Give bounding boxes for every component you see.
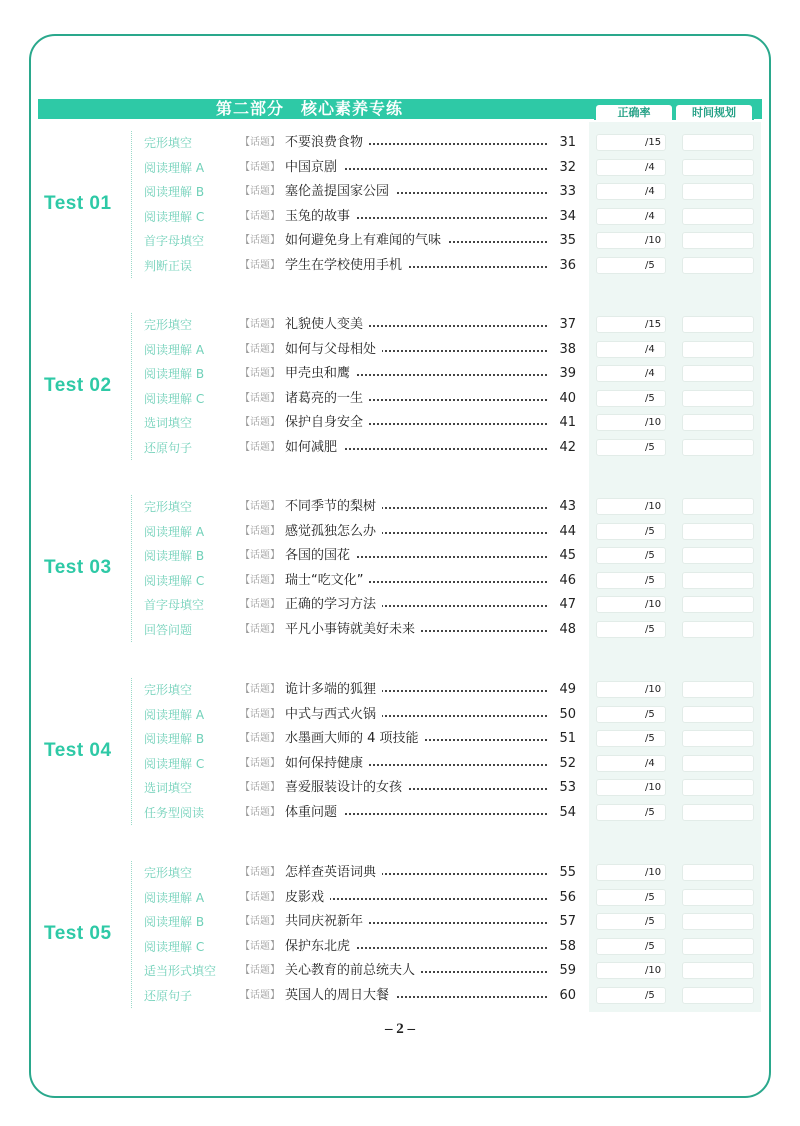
accuracy-total: /4	[645, 343, 655, 355]
accuracy-field[interactable]	[596, 341, 666, 358]
column-header-accuracy: 正确率	[594, 103, 674, 120]
accuracy-field[interactable]	[596, 755, 666, 772]
accuracy-field[interactable]	[596, 257, 666, 274]
topic-tag: 【话题】	[240, 867, 280, 878]
accuracy-total: /5	[645, 989, 655, 1001]
accuracy-total: /4	[645, 186, 655, 197]
accuracy-total: /5	[645, 550, 655, 561]
time-plan-field[interactable]	[682, 681, 754, 698]
accuracy-field[interactable]	[596, 913, 666, 930]
topic-title: 如何避免身上有难闻的气味	[285, 229, 447, 253]
accuracy-field[interactable]	[596, 498, 666, 515]
topic-tag: 【话题】	[240, 161, 280, 173]
topic-tag: 【话题】	[240, 684, 280, 695]
exercise-type: 阅读理解 B	[144, 367, 205, 381]
topic-tag: 【话题】	[240, 965, 280, 976]
contents-row[interactable]	[0, 593, 800, 617]
time-plan-field[interactable]	[682, 889, 754, 906]
accuracy-total: /4	[645, 161, 655, 173]
page-number-ref: 35	[552, 229, 576, 253]
page-number: – 2 –	[385, 1021, 415, 1037]
time-plan-field[interactable]	[682, 183, 754, 200]
accuracy-total: /15	[645, 319, 662, 330]
accuracy-field[interactable]	[596, 962, 666, 979]
accuracy-field[interactable]	[596, 414, 666, 431]
topic-title: 如何减肥	[285, 436, 343, 460]
contents-row[interactable]	[0, 495, 800, 519]
test-label: Test 02	[44, 374, 112, 396]
exercise-type: 阅读理解 C	[144, 391, 205, 406]
topic-title: 各国的国花	[285, 544, 356, 568]
accuracy-field[interactable]	[596, 938, 666, 955]
topic-title: 保护自身安全	[285, 411, 369, 435]
contents-row[interactable]	[0, 703, 800, 727]
topic-tag: 【话题】	[240, 137, 280, 148]
time-plan-field[interactable]	[682, 232, 754, 249]
topic-title: 喜爱服装设计的女孩	[285, 776, 408, 800]
page-number-ref: 56	[552, 886, 576, 910]
topic-tag: 【话题】	[240, 319, 280, 330]
accuracy-field[interactable]	[596, 159, 666, 176]
topic-title: 关心教育的前总统夫人	[285, 959, 421, 983]
page-number-ref: 54	[552, 801, 576, 825]
exercise-type: 任务型阅读	[144, 805, 205, 820]
page-number-ref: 32	[552, 156, 576, 180]
accuracy-total: /10	[645, 501, 662, 512]
topic-title: 不要浪费食物	[285, 131, 369, 155]
page-number-ref: 34	[552, 205, 576, 229]
accuracy-total: /10	[645, 782, 662, 793]
page-number-ref: 58	[552, 935, 576, 959]
topic-title: 中式与西式火锅	[285, 703, 382, 727]
page-number-ref: 52	[552, 752, 576, 776]
contents-row[interactable]	[0, 205, 800, 229]
topic-title: 塞伦盖提国家公园	[285, 180, 395, 204]
accuracy-field[interactable]	[596, 779, 666, 796]
time-plan-field[interactable]	[682, 439, 754, 456]
accuracy-field[interactable]	[596, 621, 666, 638]
time-plan-field[interactable]	[682, 755, 754, 772]
time-plan-field[interactable]	[682, 779, 754, 796]
topic-tag: 【话题】	[240, 623, 280, 635]
topic-tag: 【话题】	[240, 806, 280, 818]
contents-row[interactable]	[0, 886, 800, 910]
accuracy-field[interactable]	[596, 572, 666, 589]
page-number-ref: 49	[552, 678, 576, 702]
contents-row[interactable]	[0, 678, 800, 702]
time-plan-field[interactable]	[682, 913, 754, 930]
page-number-ref: 39	[552, 362, 576, 386]
page-number-ref: 59	[552, 959, 576, 983]
accuracy-total: /15	[645, 137, 662, 148]
test-label: Test 05	[44, 922, 112, 944]
topic-title: 正确的学习方法	[285, 593, 382, 617]
time-plan-field[interactable]	[682, 962, 754, 979]
topic-tag: 【话题】	[240, 599, 280, 610]
accuracy-total: /10	[645, 684, 662, 695]
test-label: Test 03	[44, 556, 112, 578]
time-plan-field[interactable]	[682, 365, 754, 382]
accuracy-field[interactable]	[596, 439, 666, 456]
accuracy-total: /4	[645, 368, 655, 379]
accuracy-field[interactable]	[596, 706, 666, 723]
topic-tag: 【话题】	[240, 235, 280, 246]
time-plan-field[interactable]	[682, 134, 754, 151]
page-number-ref: 53	[552, 776, 576, 800]
accuracy-total: /4	[645, 210, 655, 222]
time-plan-field[interactable]	[682, 938, 754, 955]
accuracy-field[interactable]	[596, 365, 666, 382]
contents-row[interactable]	[0, 411, 800, 435]
contents-row[interactable]	[0, 387, 800, 411]
topic-tag: 【话题】	[240, 782, 280, 793]
accuracy-field[interactable]	[596, 134, 666, 151]
exercise-type: 完形填空	[144, 500, 193, 514]
topic-title: 玉兔的故事	[285, 205, 356, 229]
topic-title: 礼貌使人变美	[285, 313, 369, 337]
topic-tag: 【话题】	[240, 891, 280, 903]
topic-tag: 【话题】	[240, 916, 280, 927]
contents-row[interactable]	[0, 313, 800, 337]
topic-tag: 【话题】	[240, 574, 280, 586]
contents-row[interactable]	[0, 618, 800, 642]
time-plan-field[interactable]	[682, 706, 754, 723]
topic-title: 感觉孤独怎么办	[285, 520, 382, 544]
exercise-type: 阅读理解 A	[144, 160, 205, 175]
topic-title: 不同季节的梨树	[285, 495, 382, 519]
accuracy-field[interactable]	[596, 208, 666, 225]
topic-title: 平凡小事铸就美好未来	[285, 618, 421, 642]
accuracy-total: /5	[645, 574, 655, 586]
accuracy-field[interactable]	[596, 987, 666, 1004]
topic-title: 英国人的周日大餐	[285, 984, 395, 1008]
topic-tag: 【话题】	[240, 733, 280, 744]
time-plan-field[interactable]	[682, 621, 754, 638]
accuracy-field[interactable]	[596, 390, 666, 407]
test-label: Test 01	[44, 192, 112, 214]
exercise-type: 阅读理解 C	[144, 939, 205, 954]
page-number-ref: 42	[552, 436, 576, 460]
topic-title: 甲壳虫和鹰	[285, 362, 356, 386]
contents-row[interactable]	[0, 727, 800, 751]
exercise-type: 完形填空	[144, 683, 193, 697]
page-number-ref: 41	[552, 411, 576, 435]
accuracy-field[interactable]	[596, 316, 666, 333]
time-plan-field[interactable]	[682, 208, 754, 225]
accuracy-total: /5	[645, 891, 655, 903]
page-number-ref: 55	[552, 861, 576, 885]
accuracy-total: /5	[645, 392, 655, 404]
topic-tag: 【话题】	[240, 940, 280, 952]
page-number-ref: 47	[552, 593, 576, 617]
exercise-type: 完形填空	[144, 318, 193, 332]
exercise-type: 阅读理解 A	[144, 524, 205, 539]
page-number-ref: 45	[552, 544, 576, 568]
contents-row[interactable]	[0, 569, 800, 593]
accuracy-total: /10	[645, 599, 662, 610]
contents-row[interactable]	[0, 935, 800, 959]
accuracy-field[interactable]	[596, 804, 666, 821]
exercise-type: 首字母填空	[144, 598, 205, 612]
section-title: 第二部分 核心素养专练	[216, 99, 404, 118]
accuracy-total: /10	[645, 965, 662, 976]
exercise-type: 适当形式填空	[144, 964, 217, 978]
topic-tag: 【话题】	[240, 757, 280, 769]
page-number-ref: 48	[552, 618, 576, 642]
topic-tag: 【话题】	[240, 989, 280, 1001]
exercise-type: 判断正误	[144, 258, 193, 273]
accuracy-field[interactable]	[596, 547, 666, 564]
topic-title: 如何与父母相处	[285, 338, 382, 362]
contents-row[interactable]	[0, 338, 800, 362]
page-number-ref: 40	[552, 387, 576, 411]
topic-title: 中国京剧	[285, 156, 343, 180]
exercise-type: 阅读理解 C	[144, 756, 205, 771]
accuracy-total: /5	[645, 708, 655, 720]
column-header-time-plan: 时间规划	[674, 103, 754, 120]
exercise-type: 完形填空	[144, 866, 193, 880]
accuracy-total: /4	[645, 757, 655, 769]
exercise-type: 阅读理解 A	[144, 890, 205, 905]
exercise-type: 还原句子	[144, 988, 193, 1003]
topic-tag: 【话题】	[240, 368, 280, 379]
time-plan-field[interactable]	[682, 523, 754, 540]
topic-title: 水墨画大师的 4 项技能	[285, 727, 425, 751]
topic-tag: 【话题】	[240, 441, 280, 453]
topic-tag: 【话题】	[240, 417, 280, 428]
time-plan-field[interactable]	[682, 572, 754, 589]
exercise-type: 阅读理解 C	[144, 573, 205, 588]
page-number-ref: 43	[552, 495, 576, 519]
page-number-ref: 33	[552, 180, 576, 204]
time-plan-field[interactable]	[682, 414, 754, 431]
contents-row[interactable]	[0, 520, 800, 544]
time-plan-field[interactable]	[682, 498, 754, 515]
time-plan-field[interactable]	[682, 987, 754, 1004]
topic-tag: 【话题】	[240, 186, 280, 197]
topic-title: 怎样查英语词典	[285, 861, 382, 885]
exercise-type: 还原句子	[144, 440, 193, 455]
topic-title: 保护东北虎	[285, 935, 356, 959]
contents-row[interactable]	[0, 436, 800, 460]
time-plan-field[interactable]	[682, 316, 754, 333]
contents-row[interactable]	[0, 156, 800, 180]
exercise-type: 首字母填空	[144, 234, 205, 248]
exercise-type: 选词填空	[144, 781, 193, 795]
exercise-type: 回答问题	[144, 622, 193, 637]
exercise-type: 阅读理解 B	[144, 185, 205, 199]
topic-title: 体重问题	[285, 801, 343, 825]
exercise-type: 选词填空	[144, 416, 193, 430]
contents-row[interactable]	[0, 776, 800, 800]
time-plan-field[interactable]	[682, 804, 754, 821]
accuracy-field[interactable]	[596, 864, 666, 881]
topic-title: 共同庆祝新年	[285, 910, 369, 934]
exercise-type: 阅读理解 B	[144, 732, 205, 746]
page-number-ref: 51	[552, 727, 576, 751]
accuracy-field[interactable]	[596, 183, 666, 200]
time-plan-field[interactable]	[682, 864, 754, 881]
page-number-ref: 37	[552, 313, 576, 337]
contents-row[interactable]	[0, 362, 800, 386]
accuracy-total: /10	[645, 417, 662, 428]
topic-title: 学生在学校使用手机	[285, 254, 408, 278]
exercise-type: 阅读理解 B	[144, 549, 205, 563]
contents-row[interactable]	[0, 254, 800, 278]
topic-tag: 【话题】	[240, 210, 280, 222]
time-plan-field[interactable]	[682, 730, 754, 747]
page-number-ref: 38	[552, 338, 576, 362]
topic-title: 如何保持健康	[285, 752, 369, 776]
contents-row[interactable]	[0, 229, 800, 253]
contents-row[interactable]	[0, 544, 800, 568]
contents-row[interactable]	[0, 801, 800, 825]
page-number-ref: 60	[552, 984, 576, 1008]
contents-row[interactable]	[0, 180, 800, 204]
accuracy-total: /5	[645, 623, 655, 635]
accuracy-total: /5	[645, 259, 655, 271]
topic-tag: 【话题】	[240, 525, 280, 537]
contents-row[interactable]	[0, 910, 800, 934]
accuracy-total: /10	[645, 867, 662, 878]
topic-tag: 【话题】	[240, 259, 280, 271]
topic-tag: 【话题】	[240, 501, 280, 512]
time-plan-field[interactable]	[682, 390, 754, 407]
accuracy-field[interactable]	[596, 523, 666, 540]
page-number-ref: 50	[552, 703, 576, 727]
topic-tag: 【话题】	[240, 343, 280, 355]
accuracy-total: /5	[645, 441, 655, 453]
accuracy-field[interactable]	[596, 681, 666, 698]
exercise-type: 阅读理解 A	[144, 342, 205, 357]
exercise-type: 完形填空	[144, 136, 193, 150]
accuracy-total: /5	[645, 733, 655, 744]
contents-row[interactable]	[0, 984, 800, 1008]
time-plan-field[interactable]	[682, 257, 754, 274]
accuracy-field[interactable]	[596, 232, 666, 249]
accuracy-field[interactable]	[596, 889, 666, 906]
page-number-ref: 36	[552, 254, 576, 278]
accuracy-field[interactable]	[596, 596, 666, 613]
time-plan-field[interactable]	[682, 159, 754, 176]
page-number-ref: 44	[552, 520, 576, 544]
contents-row[interactable]	[0, 959, 800, 983]
topic-title: 瑞士“吃文化”	[285, 569, 369, 593]
accuracy-total: /5	[645, 806, 655, 818]
page-number-ref: 46	[552, 569, 576, 593]
accuracy-total: /5	[645, 940, 655, 952]
topic-title: 诡计多端的狐狸	[285, 678, 382, 702]
exercise-type: 阅读理解 B	[144, 915, 205, 929]
topic-title: 诸葛亮的一生	[285, 387, 369, 411]
accuracy-field[interactable]	[596, 730, 666, 747]
contents-row[interactable]	[0, 131, 800, 155]
test-label: Test 04	[44, 739, 112, 761]
time-plan-field[interactable]	[682, 547, 754, 564]
page-number-ref: 57	[552, 910, 576, 934]
page-number-ref: 31	[552, 131, 576, 155]
topic-title: 皮影戏	[285, 886, 330, 910]
topic-tag: 【话题】	[240, 392, 280, 404]
exercise-type: 阅读理解 A	[144, 707, 205, 722]
contents-row[interactable]	[0, 752, 800, 776]
contents-row[interactable]	[0, 861, 800, 885]
topic-tag: 【话题】	[240, 708, 280, 720]
accuracy-total: /10	[645, 235, 662, 246]
accuracy-total: /5	[645, 525, 655, 537]
time-plan-field[interactable]	[682, 596, 754, 613]
accuracy-total: /5	[645, 916, 655, 927]
exercise-type: 阅读理解 C	[144, 209, 205, 224]
topic-tag: 【话题】	[240, 550, 280, 561]
time-plan-field[interactable]	[682, 341, 754, 358]
